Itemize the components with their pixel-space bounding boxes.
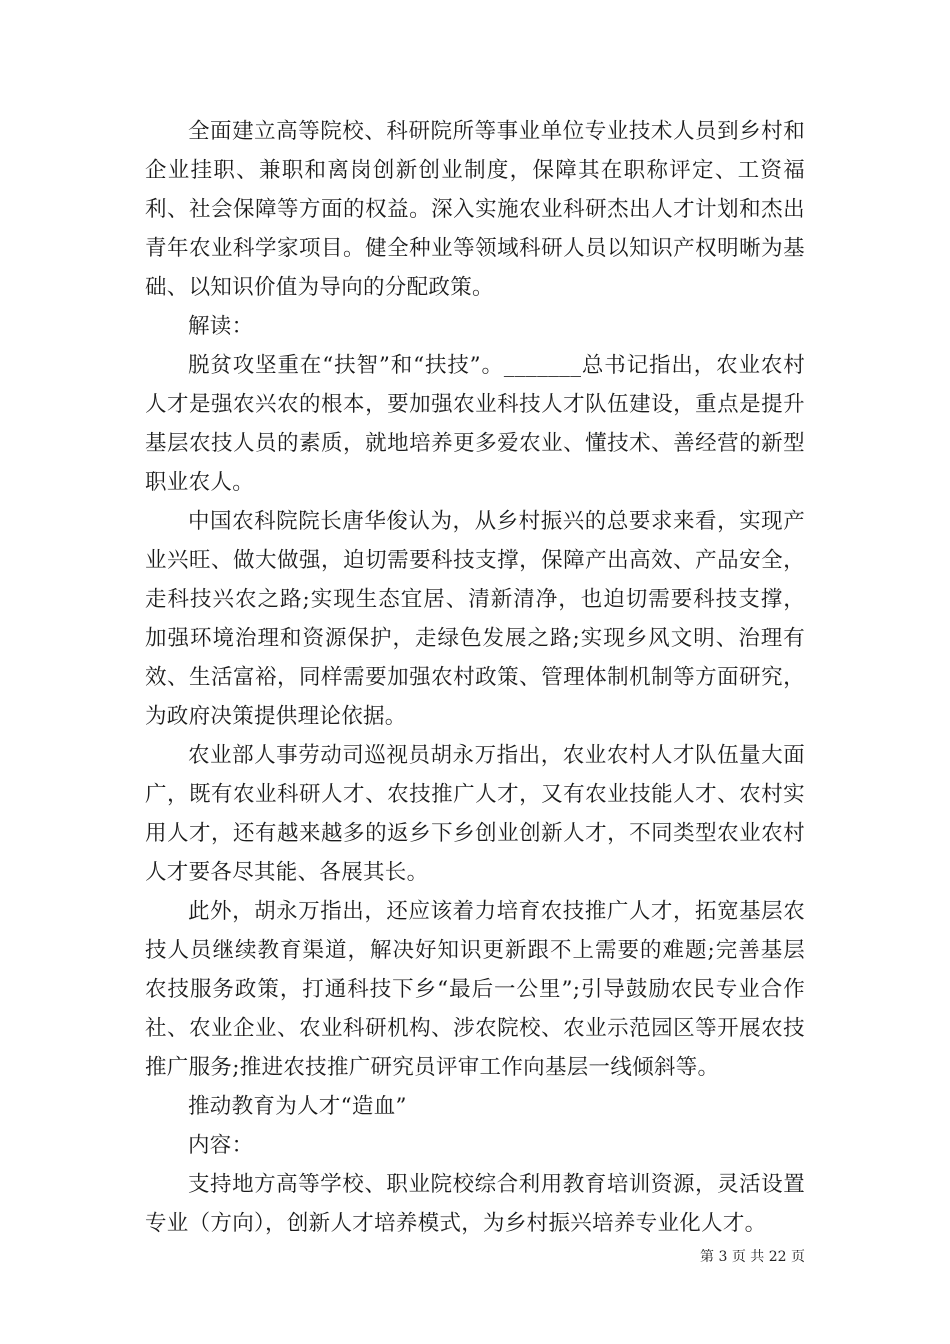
paragraph-6: 此外，胡永万指出，还应该着力培育农技推广人才，拓宽基层农技人员继续教育渠道，解决好知识更新跟不上需要的难题;完善基层农技服务政策，打通科技下乡“最后一公里”;引导鼓励农民专业合作社、农业企业、农业科研机构、涉农院校、农业示范园区等开展农技推广服务;推进农技推广研究员评审工作向基层一线倾斜等。 — [145, 899, 805, 1080]
paragraph-9: 支持地方高等学校、职业院校综合利用教育培训资源，灵活设置专业（方向），创新人才培养模式，为乡村振兴培养专业化人才。 — [145, 1172, 805, 1236]
page-number: 第 3 页 共 22 页 — [700, 1249, 805, 1265]
paragraph-4: 中国农科院院长唐华俊认为，从乡村振兴的总要求来看，实现产业兴旺、做大做强，迫切需要科技支撑，保障产出高效、产品安全，走科技兴农之路;实现生态宜居、清新清净，也迫切需要科技支撑，加强环境治理和资源保护，走绿色发展之路;实现乡风文明、治理有效、生活富裕，同样需要加强农村政策、管理体制机制等方面研究，为政府决策提供理论依据。 — [145, 509, 805, 729]
paragraph-2: 解读： — [188, 314, 254, 339]
paragraph-5: 农业部人事劳动司巡视员胡永万指出，农业农村人才队伍量大面广，既有农业科研人才、农技推广人才，又有农业技能人才、农村实用人才，还有越来越多的返乡下乡创业创新人才，不同类型农业农村人才要各尽其能、各展其长。 — [145, 743, 805, 885]
section-heading: 推动教育为人才“造血” — [188, 1094, 407, 1119]
document-body — [145, 112, 805, 1243]
paragraph-8: 内容： — [188, 1133, 254, 1158]
paragraph-3: 脱贫攻坚重在“扶智”和“扶技”。_______总书记指出，农业农村人才是强农兴农的根本，要加强农业科技人才队伍建设，重点是提升基层农技人员的素质，就地培养更多爱农业、懂技术、善经营的新型职业农人。 — [145, 353, 805, 495]
paragraph-1: 全面建立高等院校、科研院所等事业单位专业技术人员到乡村和企业挂职、兼职和离岗创新创业制度，保障其在职称评定、工资福利、社会保障等方面的权益。深入实施农业科研杰出人才计划和杰出青年农业科学家项目。健全种业等领域科研人员以知识产权明晰为基础、以知识价值为导向的分配政策。 — [145, 119, 805, 300]
